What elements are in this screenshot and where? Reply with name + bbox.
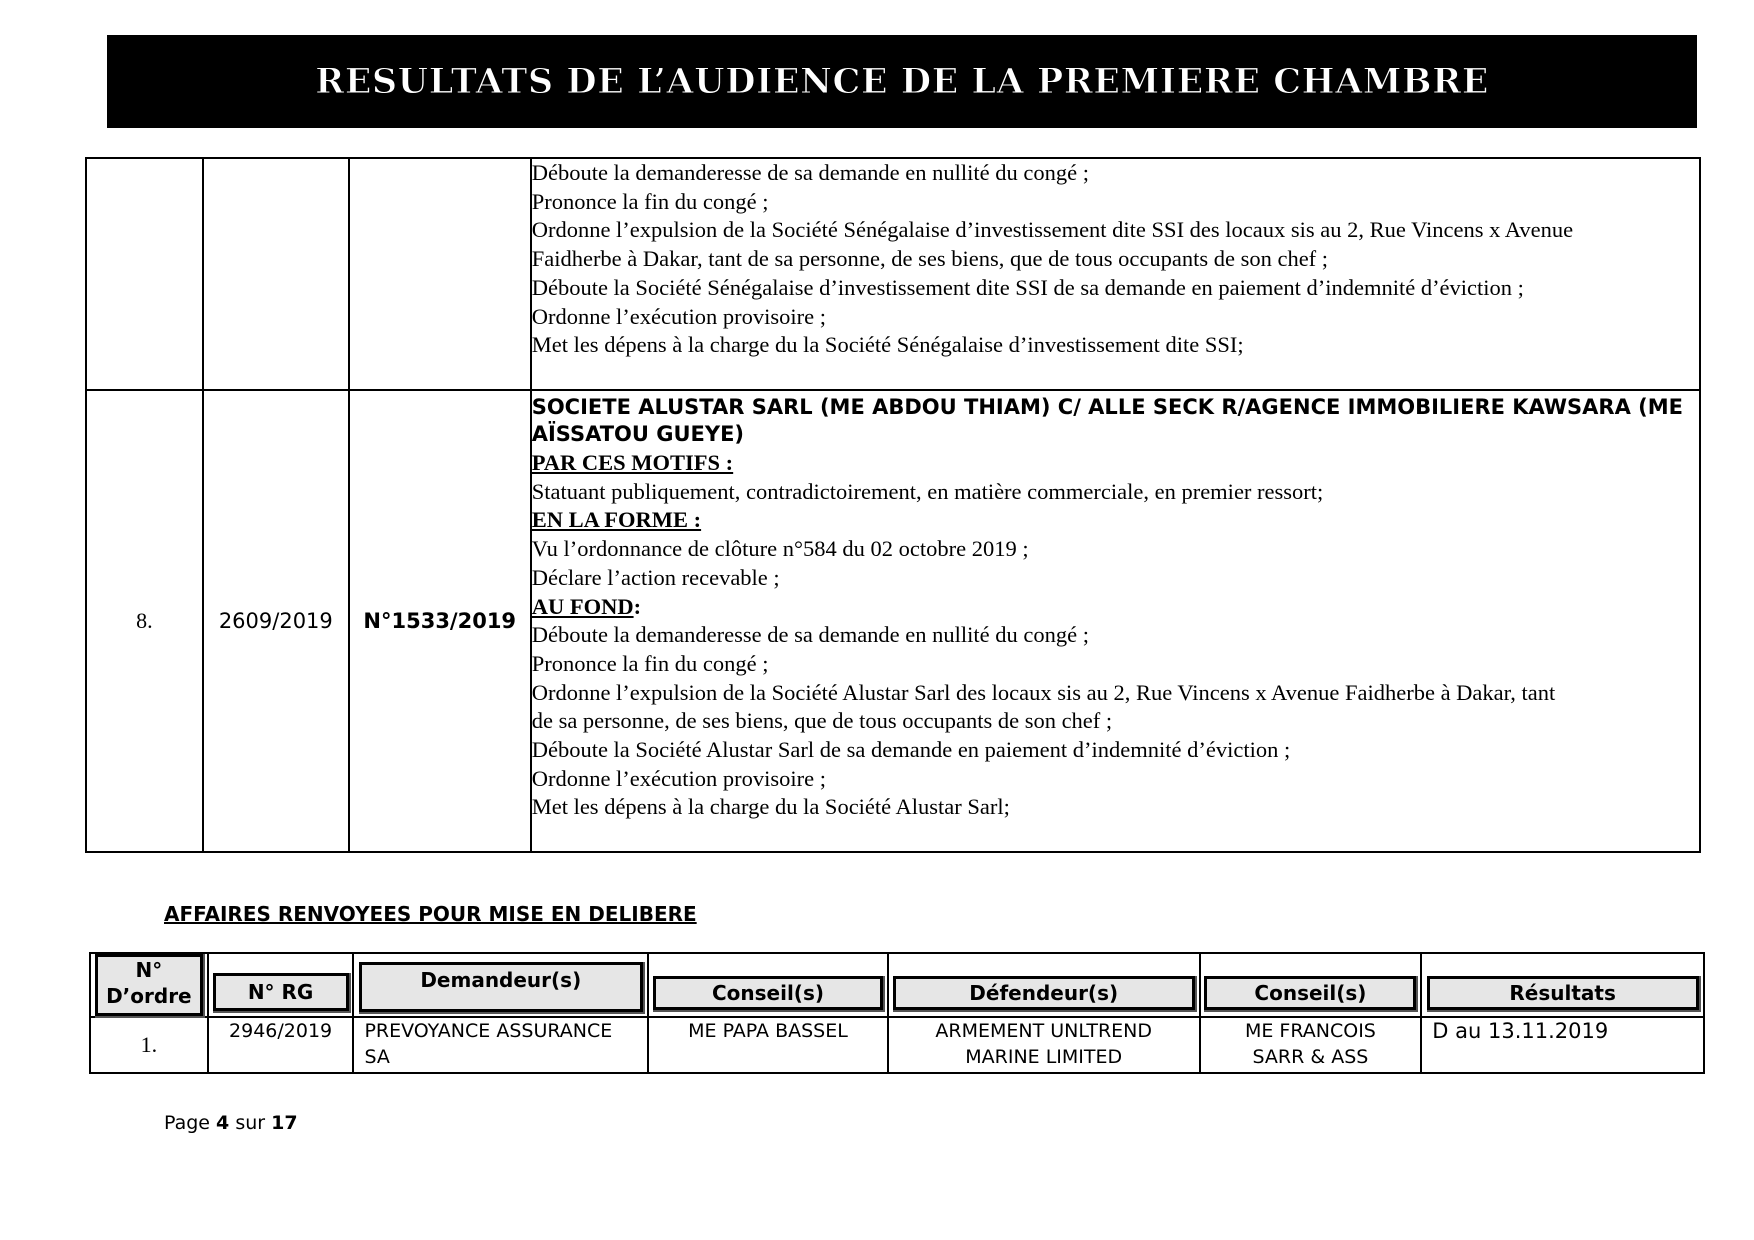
au-fond-heading [532,593,1699,622]
au-fond-colon: : [633,593,642,619]
decision-line: Statuant publiquement, contradictoirement, en matière commerciale, en premier ressort; [531,478,1324,504]
judgment-number-cell [349,158,531,390]
header-cell [90,953,208,1017]
demandeur-cell [353,1017,648,1073]
decision-line: Déboute la Société Alustar Sarl de sa demande en paiement d’indemnité d’éviction ; [531,737,1291,763]
decision-line: Ordonne l’expulsion de la Société Alustar Sarl des locaux sis au 2, Rue Vincens x Avenue Faidherbe à Dakar, tant [531,679,1556,705]
results-table [85,157,1701,853]
header-defendeur: Défendeur(s) [893,976,1195,1010]
order-cell: 8. [86,390,203,852]
decision-line: de sa personne, de ses biens, que de tous occupants de son chef ; [531,708,1113,734]
decision-line: Déclare l’action recevable ; [531,564,780,590]
table-row [86,158,1700,390]
header-cell [1421,953,1704,1017]
table-row [86,390,1700,852]
decision-line: Ordonne l’exécution provisoire ; [531,303,826,329]
decision-line: Faidherbe à Dakar, tant de sa personne, de ses biens, que de tous occupants de son chef ; [531,246,1329,272]
rg-cell: 2609/2019 [203,390,349,852]
decision-line: Prononce la fin du congé ; [531,650,769,676]
decision-line: Déboute la demanderesse de sa demande en nullité du congé ; [531,622,1089,648]
header-ordre-line2: D’ordre [106,984,192,1008]
judgment-number-cell: N°1533/2019 [349,390,531,852]
case-title: AÏSSATOU GUEYE) [531,422,745,446]
defendeur-line: MARINE LIMITED [965,1046,1123,1068]
page-number: 4 [216,1112,230,1134]
header-ordre-line1: N° [135,958,163,982]
resultat-cell: D au 13.11.2019 [1421,1017,1704,1073]
page-title: RESULTATS DE L’AUDIENCE DE LA PREMIERE CHAMBRE [315,61,1489,102]
header-cell [1200,953,1422,1017]
header-ordre [95,954,203,1016]
rg-cell: 2946/2019 [208,1017,354,1073]
demandeur-line: PREVOYANCE ASSURANCE [364,1020,613,1042]
rg-cell [203,158,349,390]
header-resultats: Résultats [1427,976,1699,1010]
table-header-row [90,953,1704,1017]
conseil-line: SARR & ASS [1252,1046,1369,1068]
defendeur-line: ARMEMENT UNLTREND [935,1020,1152,1042]
section-title: AFFAIRES RENVOYEES POUR MISE EN DELIBERE [164,902,697,926]
order-cell [86,158,203,390]
page-sur: sur [235,1112,266,1134]
conseil-line: ME FRANCOIS [1244,1020,1376,1042]
header-cell [648,953,888,1017]
decision-line: Prononce la fin du congé ; [531,188,769,214]
defendeur-cell [888,1017,1200,1073]
conseil-cell [1200,1017,1422,1073]
decision-line: Déboute la Société Sénégalaise d’investissement dite SSI de sa demande en paiement d’indemnité d’éviction ; [531,274,1524,300]
decision-line: Met les dépens à la charge du la Société Alustar Sarl; [531,794,1010,820]
demandeur-line: SA [364,1046,390,1068]
decision-cell [531,158,1700,390]
case-title: SOCIETE ALUSTAR SARL (ME ABDOU THIAM) C/ ALLE SECK R/AGENCE IMMOBILIERE KAWSARA (ME [531,395,1683,419]
decision-line: Met les dépens à la charge du la Société Sénégalaise d’investissement dite SSI; [531,332,1244,358]
deliberation-table [89,952,1705,1074]
header-conseil: Conseil(s) [1204,976,1416,1010]
header-demandeur: Demandeur(s) [359,962,643,1012]
header-cell [353,953,648,1017]
par-ces-motifs-heading: PAR CES MOTIFS : [531,450,734,475]
table-row [90,1017,1704,1073]
decision-line: Ordonne l’expulsion de la Société Sénégalaise d’investissement dite SSI des locaux sis au 2, Rue Vincens x Avenue [531,217,1574,243]
au-fond-label: AU FOND [531,593,634,619]
decision-line: Vu l’ordonnance de clôture n°584 du 02 octobre 2019 ; [531,536,1029,562]
page-footer [164,1112,298,1134]
decision-line: Ordonne l’exécution provisoire ; [531,765,826,791]
en-la-forme-heading: EN LA FORME : [531,507,702,533]
decision-line: Déboute la demanderesse de sa demande en nullité du congé ; [531,160,1089,185]
page-label: Page [164,1112,210,1134]
header-cell [208,953,354,1017]
ordre-cell: 1. [90,1017,208,1073]
page-banner [107,35,1697,128]
header-rg: N° RG [213,973,349,1011]
header-cell [888,953,1200,1017]
page-total: 17 [271,1112,298,1134]
conseil-cell: ME PAPA BASSEL [648,1017,888,1073]
header-conseil: Conseil(s) [653,976,883,1010]
decision-cell [531,390,1700,852]
